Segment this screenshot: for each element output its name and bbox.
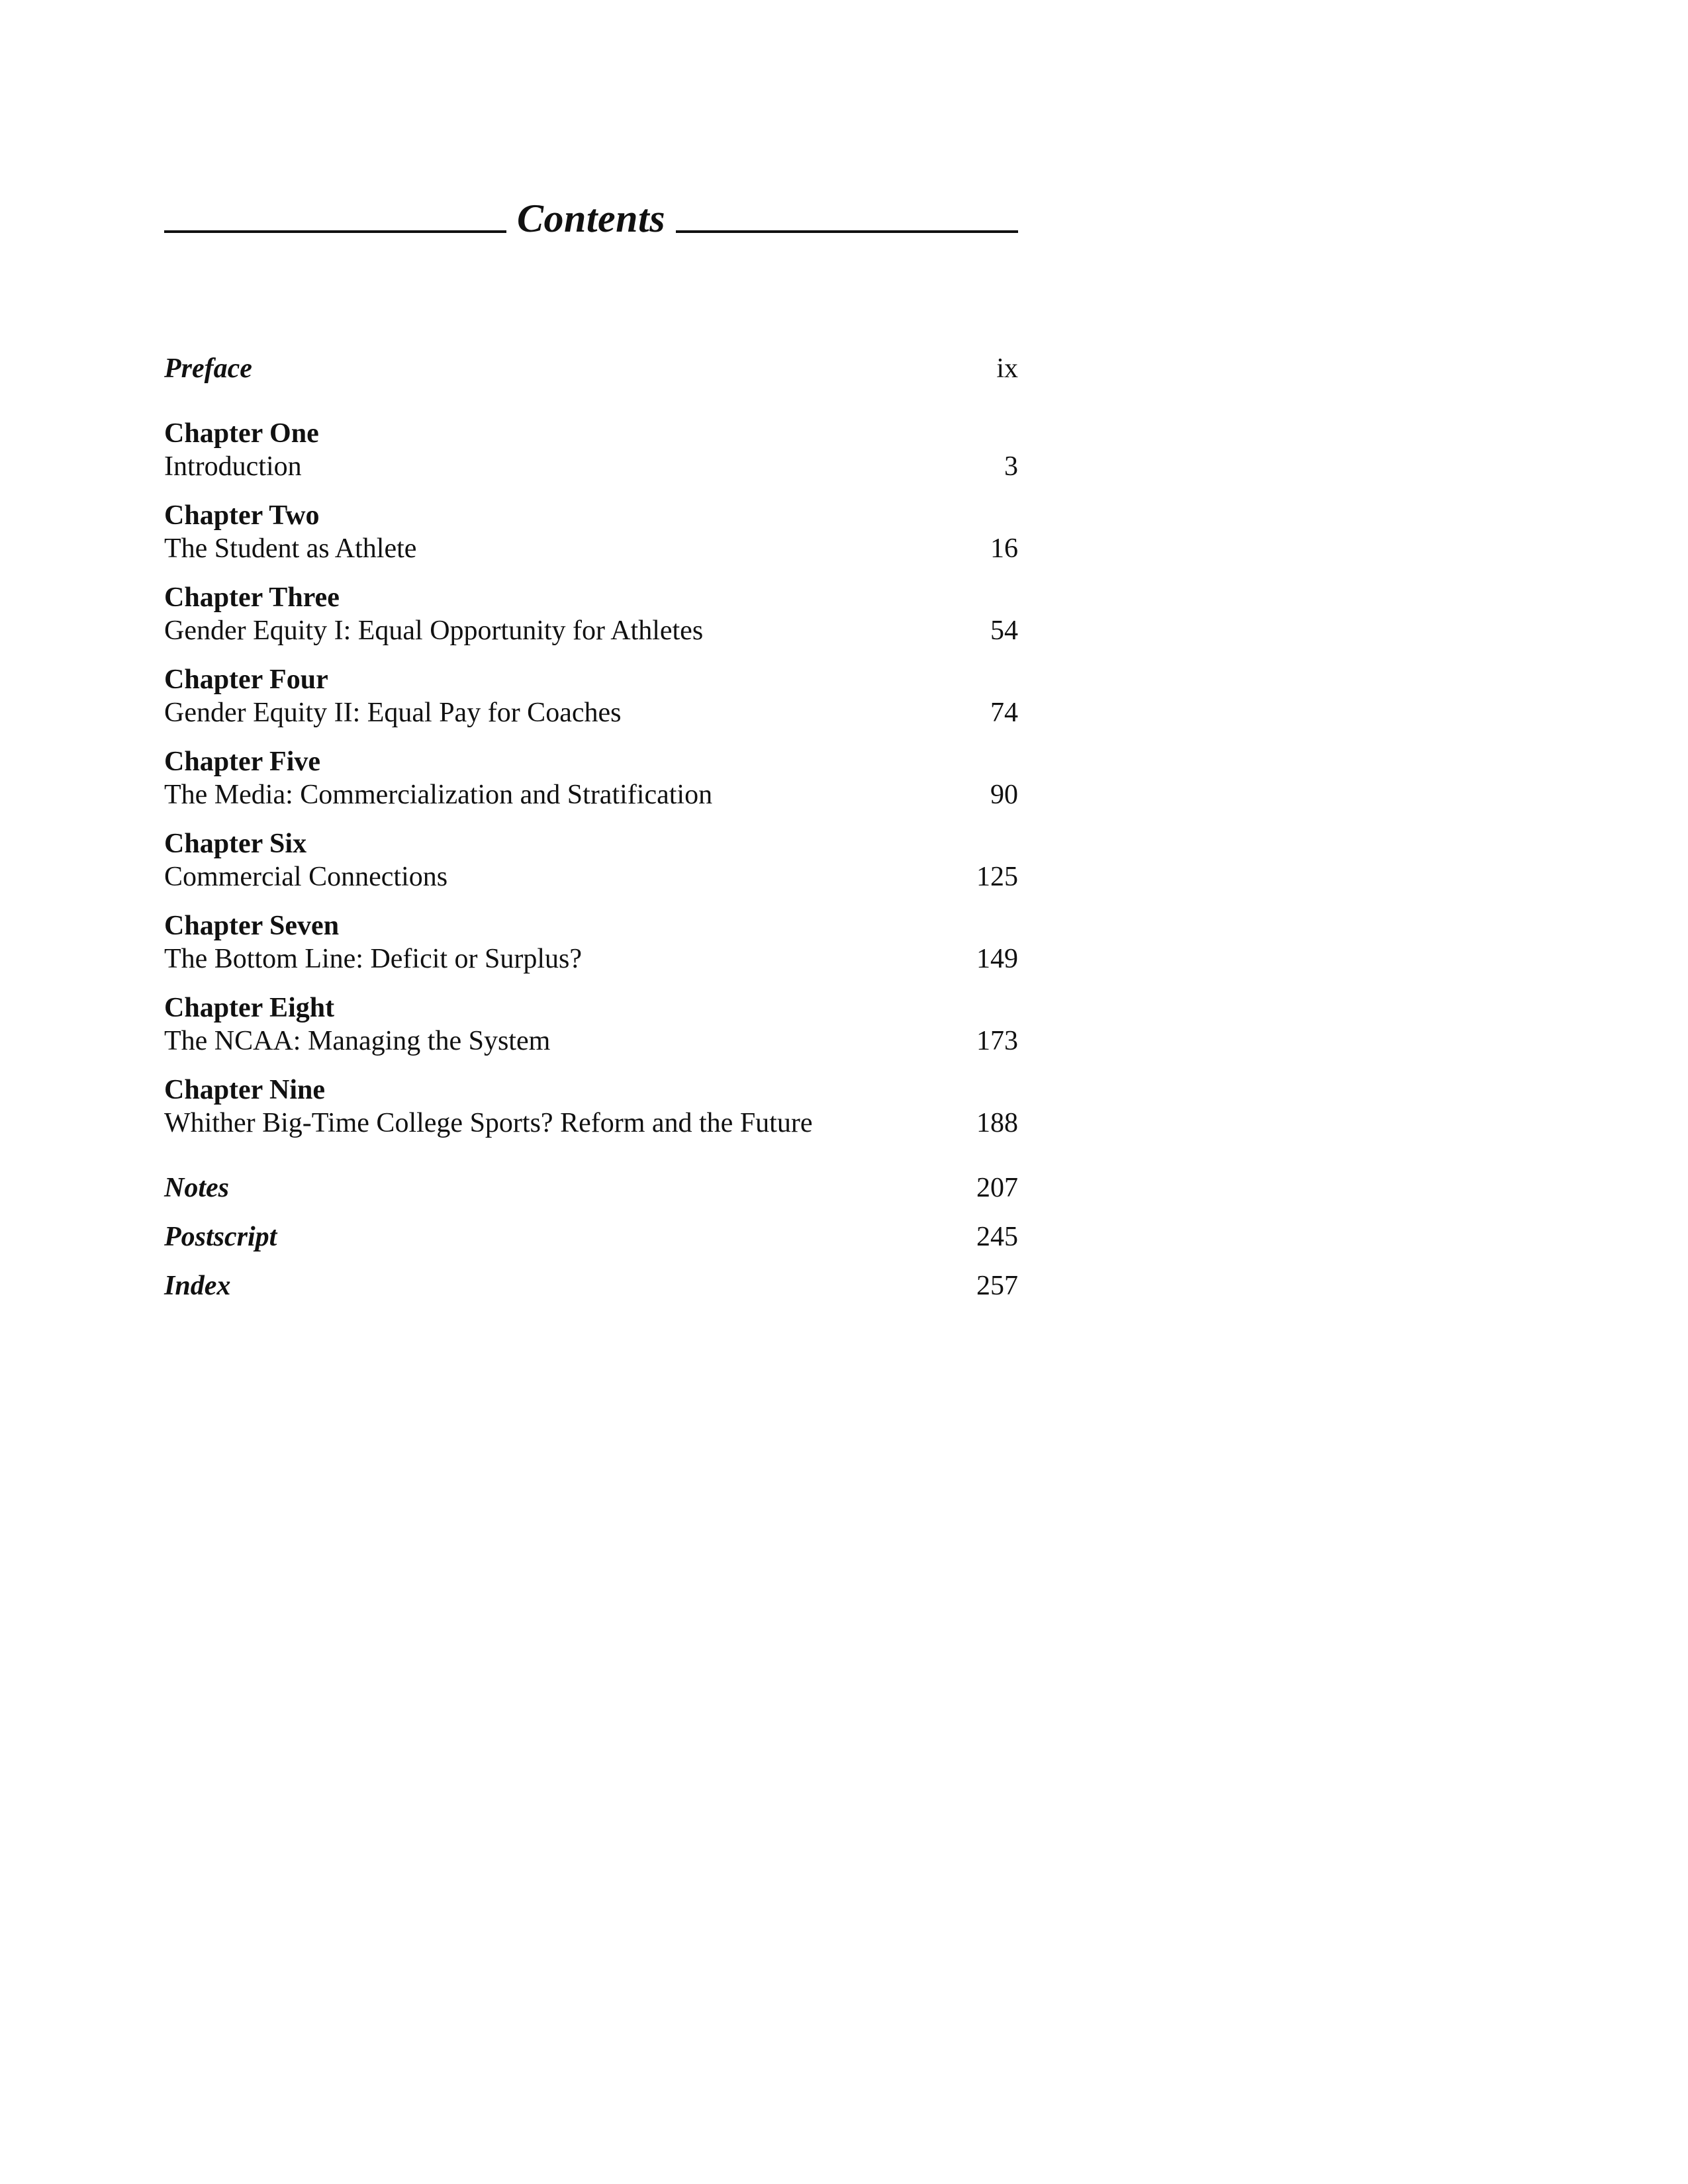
page-title: Contents: [516, 197, 666, 240]
chapter-number: Chapter Four: [164, 664, 328, 695]
toc-page-number: 90: [990, 780, 1018, 810]
heading-rule-right: [676, 230, 1018, 233]
chapter-title: Gender Equity II: Equal Pay for Coaches: [164, 698, 622, 728]
chapter-title: Gender Equity I: Equal Opportunity for Athletes: [164, 615, 704, 646]
toc-page-number: 54: [990, 615, 1018, 646]
chapter-title: Commercial Connections: [164, 862, 448, 892]
toc-page-number: 125: [976, 862, 1018, 892]
toc-page-number: 16: [990, 533, 1018, 564]
toc-chapter-8[interactable]: [164, 991, 1018, 1058]
chapter-title: The Bottom Line: Deficit or Surplus?: [164, 944, 583, 974]
toc-chapter-5[interactable]: [164, 745, 1018, 811]
toc-entry-title: Postscript: [164, 1222, 277, 1252]
toc-chapter-6[interactable]: [164, 827, 1018, 893]
toc-page-number: 188: [976, 1108, 1018, 1138]
toc-entry-preface[interactable]: [164, 352, 1018, 385]
chapter-number: Chapter Eight: [164, 993, 335, 1023]
toc-entry-title: Notes: [164, 1173, 229, 1203]
table-of-contents: [164, 352, 1018, 1302]
toc-chapter-2[interactable]: [164, 499, 1018, 565]
toc-page-number: 245: [976, 1222, 1018, 1252]
toc-page-number: 173: [976, 1026, 1018, 1056]
toc-chapter-7[interactable]: [164, 909, 1018, 976]
toc-page-number: 3: [1004, 451, 1018, 482]
chapter-number: Chapter Five: [164, 747, 321, 777]
toc-page-number: 257: [976, 1271, 1018, 1301]
toc-chapter-1[interactable]: [164, 417, 1018, 483]
chapter-title: The NCAA: Managing the System: [164, 1026, 551, 1056]
chapter-number: Chapter Three: [164, 582, 340, 613]
toc-back-matter: [164, 1171, 1018, 1302]
toc-page-number: ix: [996, 353, 1018, 384]
toc-page-number: 207: [976, 1173, 1018, 1203]
toc-chapter-4[interactable]: [164, 663, 1018, 729]
chapter-number: Chapter Two: [164, 500, 320, 531]
chapter-number: Chapter Six: [164, 829, 307, 859]
toc-chapter-3[interactable]: [164, 581, 1018, 647]
toc-entry-title: Index: [164, 1271, 231, 1301]
toc-chapter-9[interactable]: [164, 1073, 1018, 1140]
heading-rule-left: [164, 230, 506, 233]
chapter-title: Whither Big-Time College Sports? Reform and the Future: [164, 1108, 813, 1138]
chapter-number: Chapter Seven: [164, 911, 340, 941]
toc-entry-postscript[interactable]: [164, 1220, 1018, 1253]
toc-page-number: 149: [976, 944, 1018, 974]
chapter-number: Chapter One: [164, 418, 319, 449]
toc-entry-title: Preface: [164, 353, 252, 384]
toc-page-number: 74: [990, 698, 1018, 728]
toc-entry-notes[interactable]: [164, 1171, 1018, 1205]
chapter-number: Chapter Nine: [164, 1075, 326, 1105]
contents-heading: [164, 185, 1018, 251]
contents-page: [164, 185, 1018, 1318]
chapter-title: The Media: Commercialization and Stratification: [164, 780, 713, 810]
chapter-title: Introduction: [164, 451, 302, 482]
toc-entry-index[interactable]: [164, 1269, 1018, 1302]
chapter-title: The Student as Athlete: [164, 533, 417, 564]
